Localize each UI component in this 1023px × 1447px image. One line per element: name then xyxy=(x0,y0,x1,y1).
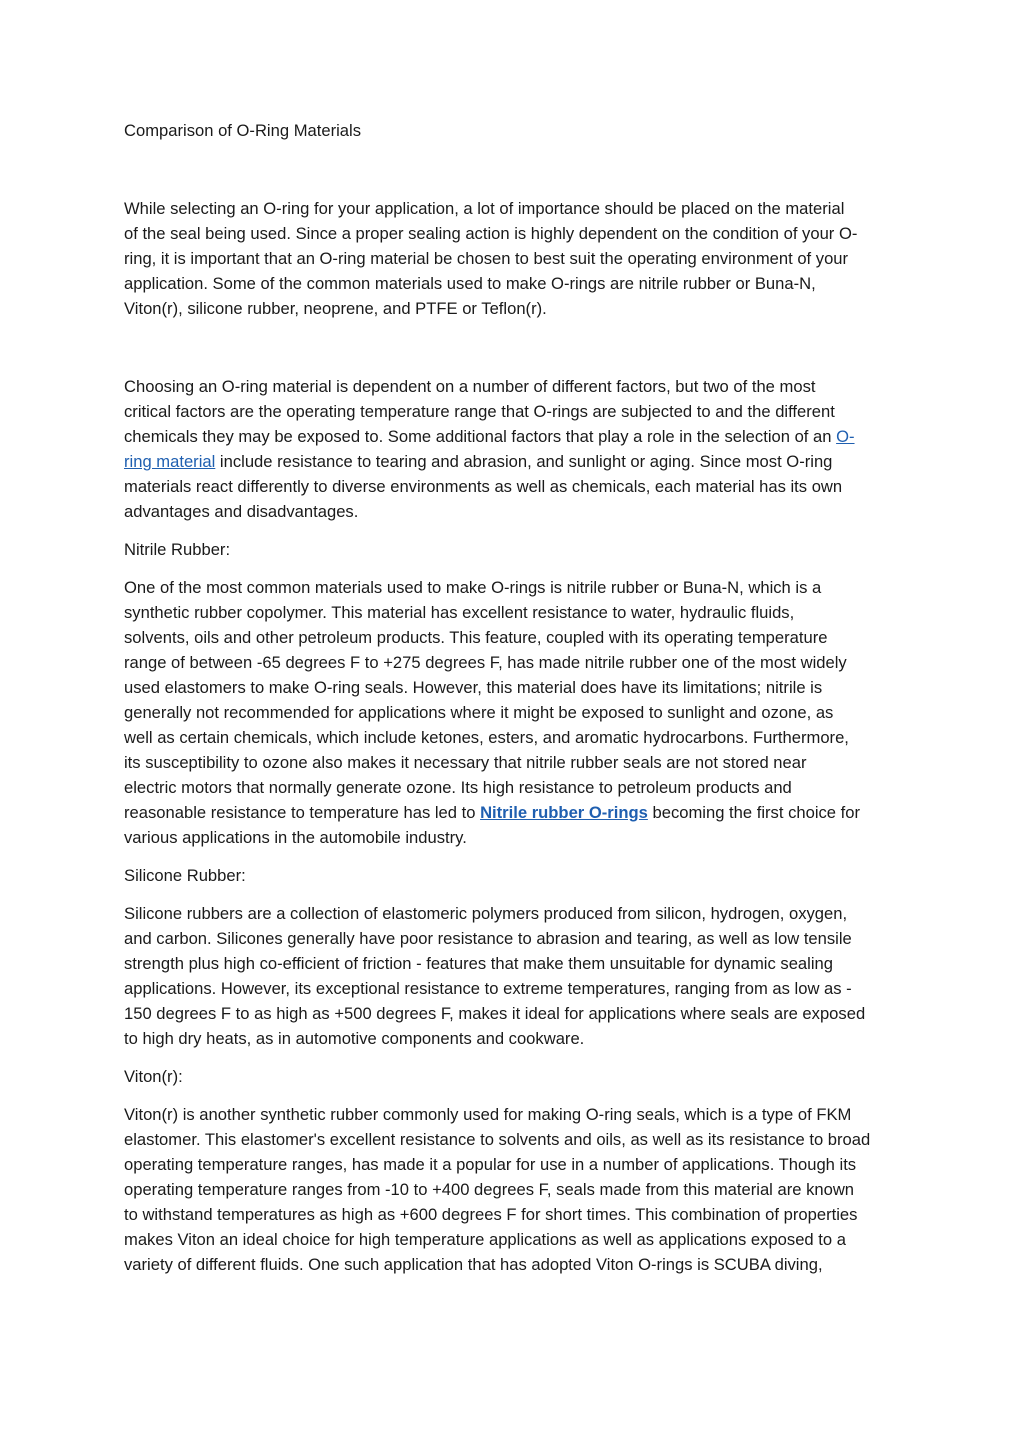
nitrile-line: well as certain chemicals, which include ketones, esters, and aromatic hydrocarbons. Furthermore, xyxy=(124,728,849,747)
silicone-line: to high dry heats, as in automotive components and cookware. xyxy=(124,1029,585,1048)
choosing-line: critical factors are the operating temperature range that O-rings are subjected to and the different xyxy=(124,402,835,421)
viton-line: elastomer. This elastomer's excellent resistance to solvents and oils, as well as its resistance to broad xyxy=(124,1130,871,1149)
nitrile-line: synthetic rubber copolymer. This material has excellent resistance to water, hydraulic fluids, xyxy=(124,603,795,622)
viton-line: variety of different fluids. One such application that has adopted Viton O-rings is SCUBA diving, xyxy=(124,1255,823,1274)
intro-line: application. Some of the common materials used to make O-rings are nitrile rubber or Buna-N, xyxy=(124,274,816,293)
choosing-line-text: chemicals they may be exposed to. Some additional factors that play a role in the selection of an xyxy=(124,427,837,446)
nitrile-line: range of between -65 degrees F to +275 degrees F, has made nitrile rubber one of the most widely xyxy=(124,653,847,672)
nitrile-rubber-o-rings-link[interactable]: Nitrile rubber O-rings xyxy=(480,803,648,822)
viton-line: Viton(r) is another synthetic rubber commonly used for making O-ring seals, which is a type of FKM xyxy=(124,1105,852,1124)
intro-line: of the seal being used. Since a proper sealing action is highly dependent on the condition of your O- xyxy=(124,224,858,243)
nitrile-heading: Nitrile Rubber: xyxy=(124,540,231,559)
nitrile-line: electric motors that normally generate ozone. Its high resistance to petroleum products and xyxy=(124,778,792,797)
nitrile-line: generally not recommended for applications where it might be exposed to sunlight and ozone, as xyxy=(124,703,834,722)
choosing-line: Choosing an O-ring material is dependent on a number of different factors, but two of the most xyxy=(124,377,816,396)
nitrile-line: solvents, oils and other petroleum products. This feature, coupled with its operating temperature xyxy=(124,628,828,647)
o-ring-material-link-part1[interactable]: O- xyxy=(836,427,855,446)
choosing-line-with-link xyxy=(124,449,902,474)
nitrile-line-with-link xyxy=(124,800,902,825)
document-title: Comparison of O-Ring Materials xyxy=(124,121,362,140)
o-ring-material-link-part2[interactable]: ring material xyxy=(124,452,216,471)
intro-line: Viton(r), silicone rubber, neoprene, and PTFE or Teflon(r). xyxy=(124,299,547,318)
intro-paragraph xyxy=(124,196,902,321)
silicone-line: 150 degrees F to as high as +500 degrees F, makes it ideal for applications where seals are exposed xyxy=(124,1004,866,1023)
viton-paragraph xyxy=(124,1102,902,1277)
nitrile-line: used elastomers to make O-ring seals. However, this material does have its limitations; nitrile is xyxy=(124,678,823,697)
silicone-heading: Silicone Rubber: xyxy=(124,866,246,885)
nitrile-line-text: reasonable resistance to temperature has led to xyxy=(124,803,481,822)
nitrile-paragraph xyxy=(124,575,902,850)
nitrile-line: various applications in the automobile industry. xyxy=(124,828,467,847)
viton-line: operating temperature ranges, has made it a popular for use in a number of applications. Though its xyxy=(124,1155,857,1174)
silicone-paragraph xyxy=(124,901,902,1051)
viton-line: operating temperature ranges from -10 to +400 degrees F, seals made from this material are known xyxy=(124,1180,855,1199)
silicone-line: strength plus high co-efficient of friction - features that make them unsuitable for dynamic sealing xyxy=(124,954,833,973)
nitrile-line-text: becoming the first choice for xyxy=(647,803,861,822)
document-page xyxy=(124,118,902,1277)
intro-line: ring, it is important that an O-ring material be chosen to best suit the operating environment of your xyxy=(124,249,849,268)
silicone-line: Silicone rubbers are a collection of elastomeric polymers produced from silicon, hydrogen, oxygen, xyxy=(124,904,848,923)
choosing-line: materials react differently to diverse environments as well as chemicals, each material has its own xyxy=(124,477,843,496)
viton-heading: Viton(r): xyxy=(124,1067,183,1086)
silicone-line: and carbon. Silicones generally have poor resistance to abrasion and tearing, as well as low tensile xyxy=(124,929,852,948)
intro-line: While selecting an O-ring for your application, a lot of importance should be placed on the material xyxy=(124,199,845,218)
choosing-paragraph xyxy=(124,374,902,524)
choosing-line-with-link xyxy=(124,424,902,449)
choosing-line: advantages and disadvantages. xyxy=(124,502,359,521)
nitrile-line: its susceptibility to ozone also makes it necessary that nitrile rubber seals are not stored near xyxy=(124,753,807,772)
nitrile-line: One of the most common materials used to make O-rings is nitrile rubber or Buna-N, which is a xyxy=(124,578,822,597)
choosing-line-text: include resistance to tearing and abrasion, and sunlight or aging. Since most O-ring xyxy=(215,452,833,471)
viton-line: makes Viton an ideal choice for high temperature applications as well as applications exposed to a xyxy=(124,1230,846,1249)
viton-line: to withstand temperatures as high as +600 degrees F for short times. This combination of properties xyxy=(124,1205,858,1224)
silicone-line: applications. However, its exceptional resistance to extreme temperatures, ranging from as low as - xyxy=(124,979,852,998)
